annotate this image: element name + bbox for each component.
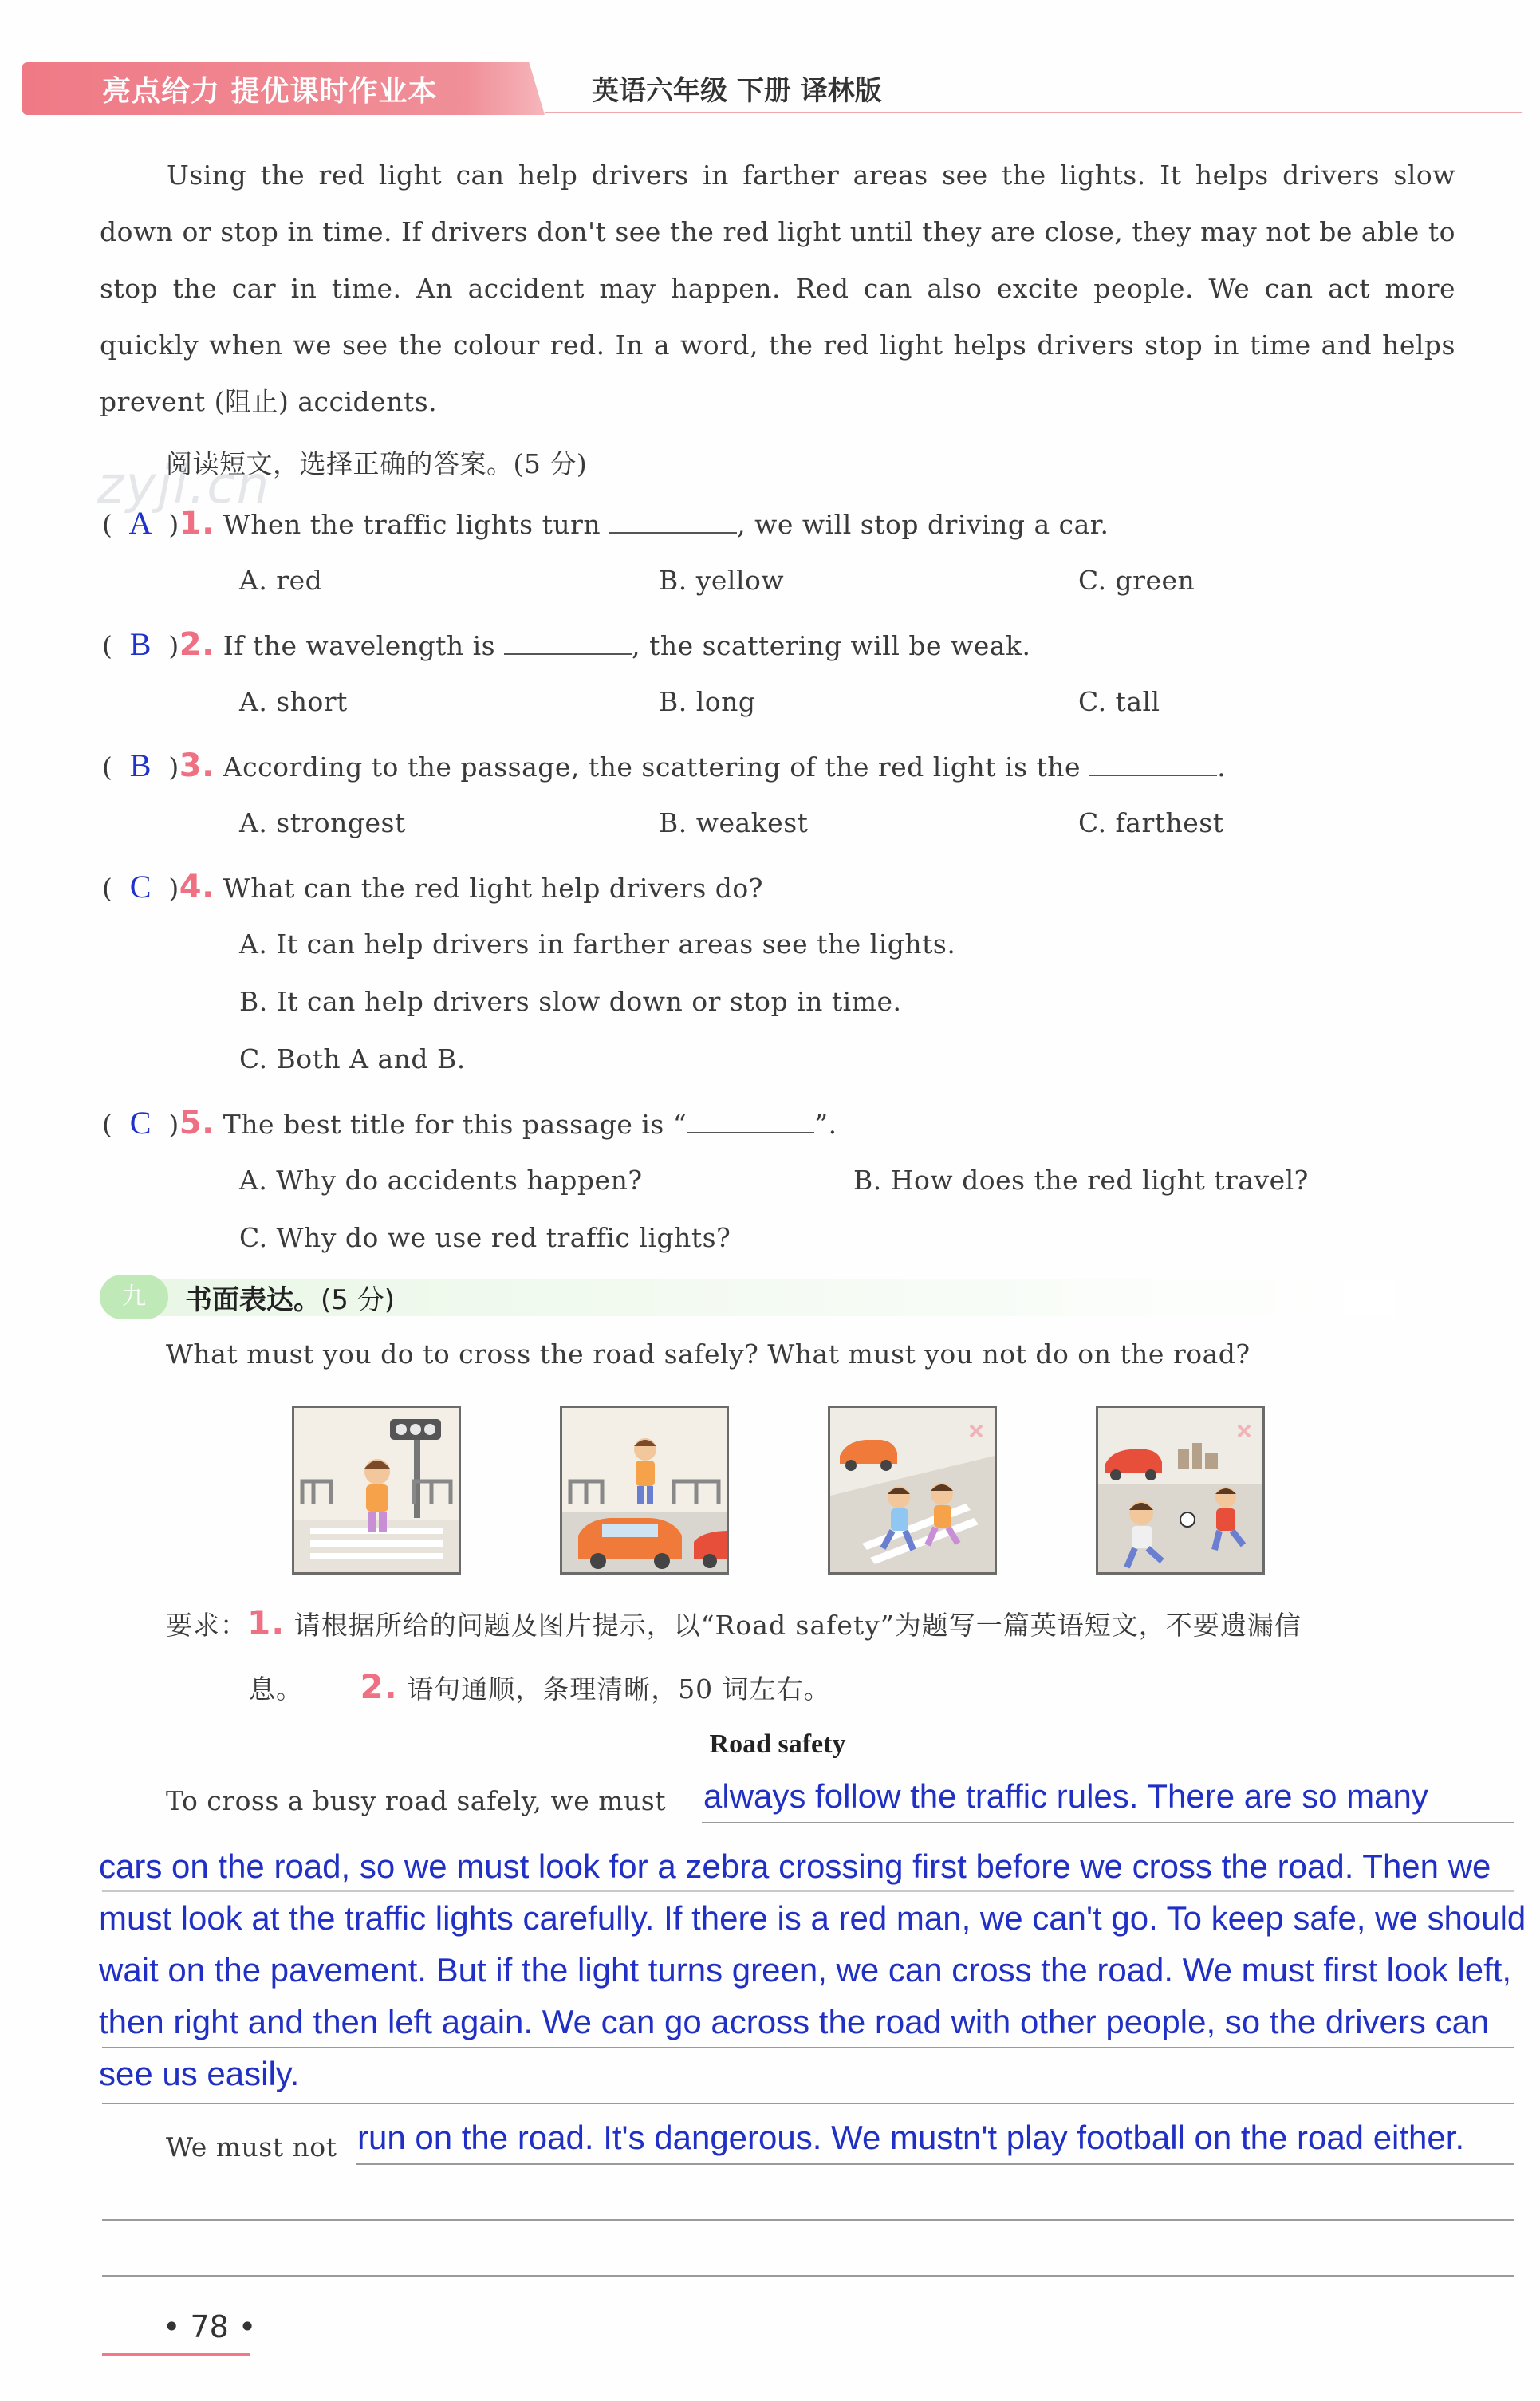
question-number: 4.: [179, 869, 215, 905]
reading-passage: Using the red light can help drivers in farther areas see the lights. It helps drivers slow down or stop in time. If drivers don't see the red light until they are close, they may not be able to stop the car in time. An accident may happen. Red can also excite people. We can act more quickly when we see the colour red. In a word, the red light helps drivers stop in time and helps prevent (阻止) accidents.: [100, 160, 1455, 417]
question-5: ( C )5. The best title for this passage is “ ”.: [102, 1105, 837, 1141]
question-text: What can the red light help drivers do?: [223, 873, 763, 904]
option-b: B. weakest: [659, 807, 809, 838]
requirement-2: [249, 1667, 831, 1706]
answer-5: C: [129, 1105, 152, 1141]
question-text-end: .: [1217, 751, 1227, 783]
question-4: ( C )4. What can the red light help drivers do?: [102, 869, 763, 905]
essay-title: Road safety: [709, 1729, 846, 1759]
boys-running-road-illustration: [830, 1408, 995, 1572]
writing-line: [702, 1822, 1514, 1823]
handwritten-line: must look at the traffic lights carefully. If there is a red man, we can't go. To keep safe, we should: [99, 1899, 1526, 1937]
question-text: If the wavelength is: [223, 630, 496, 661]
option-a: A. red: [239, 565, 323, 596]
writing-line: [102, 2219, 1514, 2221]
option-b: B. yellow: [659, 565, 785, 596]
question-number: 5.: [179, 1105, 215, 1141]
question-3: ( B )3. According to the passage, the scattering of the red light is the .: [102, 747, 1227, 784]
writing-line: [356, 2163, 1514, 2165]
requirement-number: 2.: [360, 1667, 398, 1706]
question-number: 2.: [179, 626, 215, 663]
requirement-text: 请根据所给的问题及图片提示，以“Road safety”为题写一篇英语短文，不要遗漏信: [293, 1610, 1302, 1641]
picture-play-football-on-road: [1096, 1406, 1265, 1575]
picture-run-across-road: [828, 1406, 997, 1575]
section-title: [185, 1278, 395, 1317]
section-title-text: 书面表达。: [185, 1284, 321, 1316]
page-number: • 78 •: [163, 2309, 257, 2344]
option-a: A. strongest: [239, 807, 406, 838]
writing-prompt: What must you do to cross the road safely? What must you not do on the road?: [166, 1338, 1251, 1370]
watermark: zyjl.cn: [97, 456, 271, 515]
answer-4: C: [129, 869, 152, 905]
question-number: 1.: [179, 505, 215, 542]
writing-line: [102, 2275, 1514, 2277]
handwritten-line: wait on the pavement. But if the light turns green, we can cross the road. We must first look left,: [99, 1951, 1512, 1989]
handwritten-line: cars on the road, so we must look for a zebra crossing first before we cross the road. Then we: [99, 1847, 1491, 1885]
question-number: 3.: [179, 747, 215, 784]
option-c: C. Why do we use red traffic lights?: [239, 1222, 731, 1253]
section-number-badge: 九: [100, 1275, 168, 1319]
picture-wait-on-pavement: [560, 1406, 729, 1575]
question-1: ( A )1. When the traffic lights turn , we will stop driving a car.: [102, 505, 1109, 542]
header-subtitle: 英语六年级 下册 译林版: [592, 75, 882, 107]
requirement-number: 1.: [247, 1603, 286, 1642]
answer-3: B: [129, 747, 152, 783]
question-text-end: ”.: [814, 1109, 837, 1140]
boys-football-road-illustration: [1098, 1408, 1262, 1572]
question-text: According to the passage, the scattering of the red light is the: [223, 751, 1081, 783]
question-2: ( B )2. If the wavelength is , the scattering will be weak.: [102, 626, 1031, 663]
header-rule: [545, 112, 1522, 113]
section-score: (5 分): [321, 1284, 395, 1316]
option-c: C. green: [1078, 565, 1195, 596]
option-a: A. Why do accidents happen?: [239, 1165, 643, 1196]
essay-lead-2: We must not: [166, 2131, 337, 2162]
writing-line: [102, 2047, 1514, 2048]
answer-blank: [504, 653, 632, 655]
handwritten-line: then right and then left again. We can go across the road with other people, so the drivers can: [99, 2003, 1490, 2040]
option-c: C. tall: [1078, 686, 1160, 717]
option-c: C. farthest: [1078, 807, 1224, 838]
option-c: C. Both A and B.: [239, 1043, 466, 1074]
question-text: When the traffic lights turn: [223, 509, 601, 540]
boy-waiting-cars-illustration: [562, 1408, 727, 1572]
requirements-label: 要求：: [166, 1610, 247, 1641]
option-a: A. short: [239, 686, 348, 717]
answer-2: B: [129, 626, 152, 662]
question-text-end: , we will stop driving a car.: [737, 509, 1109, 540]
option-a: A. It can help drivers in farther areas see the lights.: [239, 928, 956, 960]
answer-blank: [687, 1132, 814, 1133]
answer-blank: [1089, 775, 1217, 776]
requirement-1: [166, 1603, 1302, 1642]
writing-line: [102, 2103, 1514, 2104]
essay-lead-1: To cross a busy road safely, we must: [166, 1785, 666, 1816]
picture-wait-at-crossing: [292, 1406, 461, 1575]
answer-1: A: [128, 505, 153, 541]
reading-instruction: 阅读短文，选择正确的答案。(5 分): [166, 448, 588, 479]
handwritten-answer-1: always follow the traffic rules. There are so many: [703, 1777, 1428, 1815]
header-title: 亮点给力 提优课时作业本: [102, 75, 438, 108]
option-b: B. How does the red light travel?: [853, 1165, 1309, 1196]
handwritten-answer-2: run on the road. It's dangerous. We mustn't play football on the road either.: [357, 2119, 1465, 2156]
page-number-underline: [102, 2353, 250, 2356]
answer-blank: [609, 532, 737, 534]
question-text-end: , the scattering will be weak.: [632, 630, 1031, 661]
question-text: The best title for this passage is “: [223, 1109, 687, 1140]
boy-at-traffic-light-illustration: [294, 1408, 459, 1572]
requirement-text: 语句通顺，条理清晰，50 词左右。: [407, 1674, 831, 1705]
requirement-text-cont: 息。: [249, 1674, 303, 1705]
option-b: B. It can help drivers slow down or stop in time.: [239, 986, 902, 1017]
handwritten-line: see us easily.: [99, 2055, 300, 2092]
option-b: B. long: [659, 686, 756, 717]
writing-line: [102, 1890, 1514, 1892]
